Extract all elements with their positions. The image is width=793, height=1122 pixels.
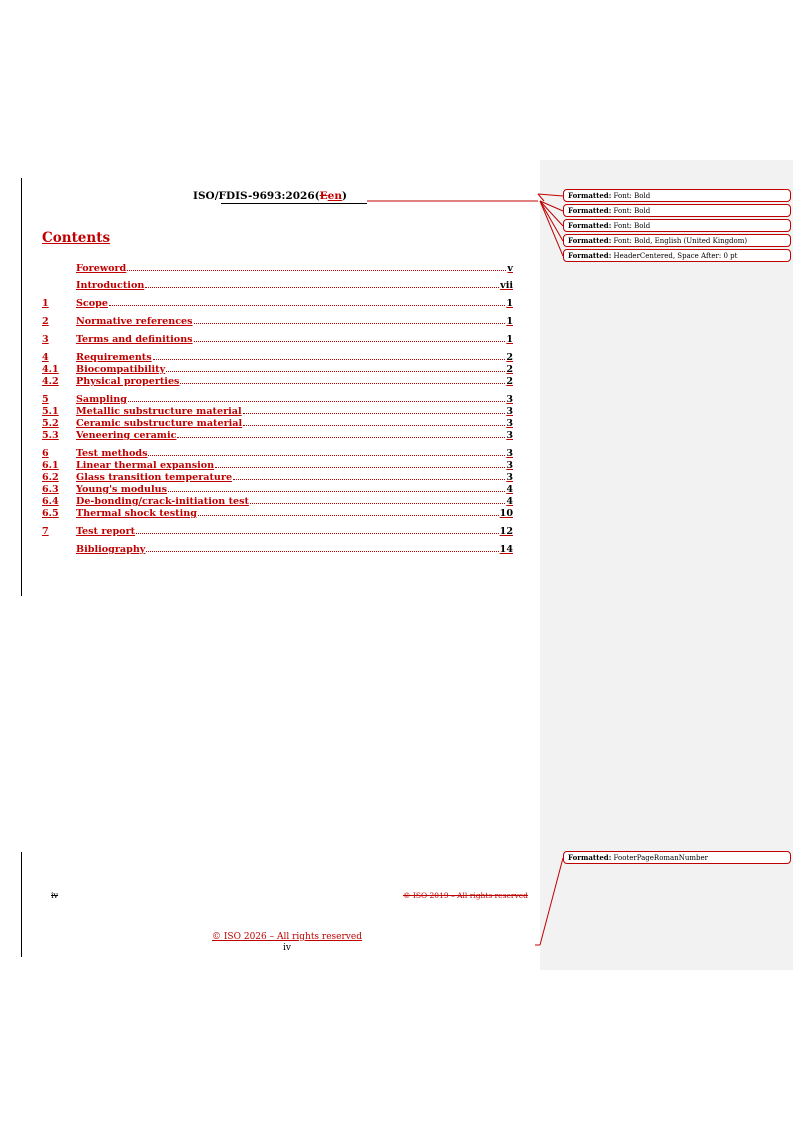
toc-title: Veneering ceramic (76, 430, 177, 441)
toc-number: 6.2 (42, 472, 59, 483)
toc-number: 6.3 (42, 484, 59, 495)
toc-title: Introduction (76, 280, 145, 291)
toc-page: 3 (506, 448, 513, 459)
toc-page: 12 (499, 526, 513, 537)
toc-page: v (507, 263, 513, 274)
footer-copyright: © ISO 2026 – All rights reserved (212, 932, 362, 942)
toc-title: Metallic substructure material (76, 406, 242, 417)
toc-title: Test report (76, 526, 136, 537)
toc-page: 14 (499, 544, 513, 555)
toc-title: Young's modulus (76, 484, 168, 495)
toc-number: 4.2 (42, 376, 59, 387)
format-comment-box[interactable] (563, 249, 791, 262)
comment-text: Font: Bold (613, 207, 651, 215)
toc-page: 3 (506, 430, 513, 441)
footer-old-page-number: iv (51, 891, 59, 900)
toc-page: 1 (506, 298, 513, 309)
toc-number: 3 (42, 334, 49, 345)
toc-title: De-bonding/crack-initiation test (76, 496, 249, 507)
toc-number: 5.1 (42, 406, 59, 417)
toc-page: vii (500, 280, 513, 291)
comment-label: Formatted: (568, 221, 612, 230)
toc-title: Thermal shock testing (76, 508, 197, 519)
toc-page: 3 (506, 472, 513, 483)
toc-page: 2 (506, 364, 513, 375)
toc-number: 6.1 (42, 460, 59, 471)
header-close: ) (341, 190, 347, 202)
toc-number: 5 (42, 394, 49, 405)
toc-title: Linear thermal expansion (76, 460, 215, 471)
toc-page: 10 (499, 508, 513, 519)
header-deleted-text: E (319, 190, 328, 202)
toc-title: Requirements (76, 352, 152, 363)
toc-number: 2 (42, 316, 49, 327)
toc-page: 3 (506, 460, 513, 471)
format-comment-box[interactable] (563, 219, 791, 232)
toc-number: 4 (42, 352, 49, 363)
toc-page: 4 (506, 496, 513, 507)
toc-page: 2 (506, 376, 513, 387)
toc-number: 6.4 (42, 496, 59, 507)
toc-title: Ceramic substructure material (76, 418, 243, 429)
format-comment-box[interactable] (563, 189, 791, 202)
toc-number: 4.1 (42, 364, 59, 375)
toc-page: 3 (506, 394, 513, 405)
toc-number: 5.3 (42, 430, 59, 441)
toc-number: 7 (42, 526, 49, 537)
toc-number: 1 (42, 298, 49, 309)
format-comment-box[interactable] (563, 234, 791, 247)
header-doc-id: ISO/FDIS-9693:2026( (193, 190, 320, 202)
comment-label: Formatted: (568, 853, 612, 862)
comment-text: HeaderCentered, Space After: 0 pt (613, 252, 738, 260)
footer-page-number: iv (283, 943, 291, 953)
toc-title: Glass transition temperature (76, 472, 233, 483)
format-comment-box[interactable] (563, 851, 791, 864)
toc-page: 4 (506, 484, 513, 495)
toc-title: Terms and definitions (76, 334, 193, 345)
header-inserted-text: en (327, 190, 342, 202)
toc-number: 6 (42, 448, 49, 459)
toc-title: Foreword (76, 263, 127, 274)
toc-page: 1 (506, 316, 513, 327)
comment-label: Formatted: (568, 251, 612, 260)
comment-text: FooterPageRomanNumber (613, 854, 708, 862)
toc-title: Normative references (76, 316, 193, 327)
toc-title: Physical properties (76, 376, 180, 387)
comment-label: Formatted: (568, 206, 612, 215)
comment-text: Font: Bold (613, 192, 651, 200)
comment-label: Formatted: (568, 191, 612, 200)
toc-title: Test methods (76, 448, 148, 459)
comment-text: Font: Bold (613, 222, 651, 230)
toc-page: 2 (506, 352, 513, 363)
toc-page: 3 (506, 418, 513, 429)
format-comment-box[interactable] (563, 204, 791, 217)
footer-old-copyright: © ISO 2019 – All rights reserved (403, 891, 528, 900)
contents-title: Contents (42, 230, 111, 246)
toc-number: 6.5 (42, 508, 59, 519)
toc-page: 3 (506, 406, 513, 417)
toc-title: Scope (76, 298, 108, 309)
comment-text: Font: Bold, English (United Kingdom) (613, 237, 748, 245)
toc-page: 1 (506, 334, 513, 345)
toc-title: Bibliography (76, 544, 146, 555)
toc-number: 5.2 (42, 418, 59, 429)
comment-label: Formatted: (568, 236, 612, 245)
toc-title: Biocompatibility (76, 364, 166, 375)
toc-title: Sampling (76, 394, 127, 405)
